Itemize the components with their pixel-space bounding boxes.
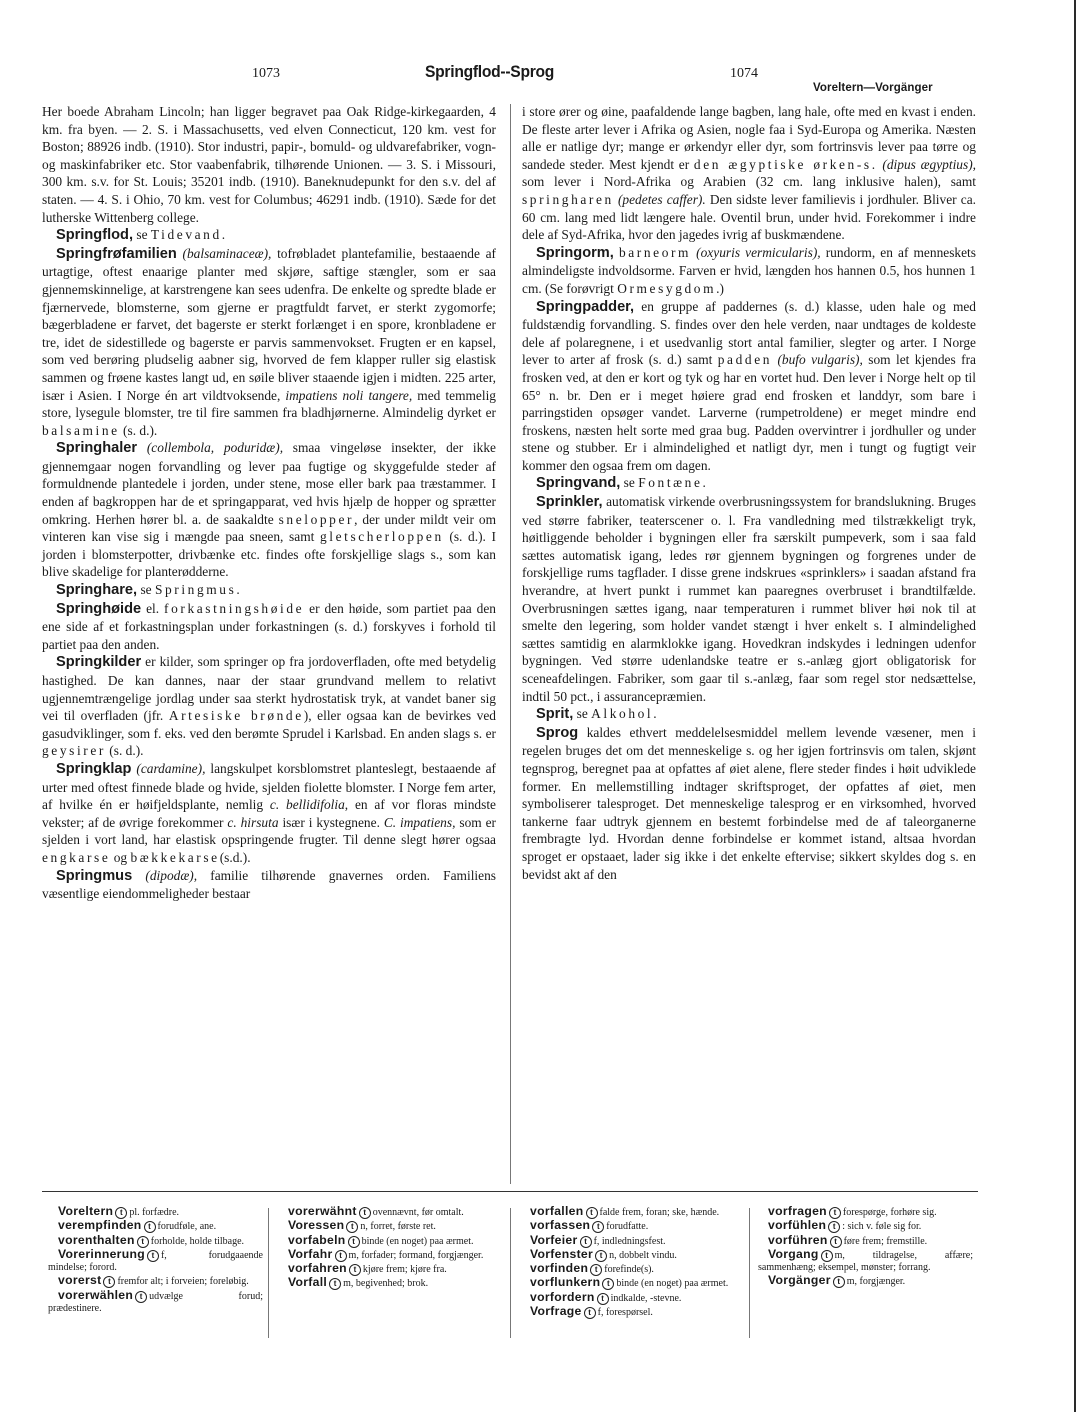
entry-springflod: Springflod, se Tidevand. <box>56 227 226 244</box>
entry-springvand: Springvand, se Fontæne. <box>536 475 706 492</box>
dictionary-entry: verempfinden t forudføle, ane. <box>58 1218 217 1233</box>
entry-springorm: Springorm, barneorm (oxyuris vermicularis), rundorm, en af menneskets almindeligste indvoldsorme. Farven er hvid, længden hos hannen 0.5, hos hunnen 1 cm. (Se forøvrigt Ormesygdom.) <box>522 244 976 296</box>
entry-springhare: Springhare, se Springmus. <box>56 582 240 599</box>
cross-reference: gletscherloppen <box>319 529 444 545</box>
entry-springklap: Springklap (cardamine), langskulpet korsblomstret planteslegt, bestaaende af urter med oftest finnede blade og hvide, sjelden fiolette blomster. I Norge fem arter, af hvilke én er høifjeldsplante, nemlig c. bellidifolia, en af vor floras mindste vekster; af de øvrige forekommer c. hirsuta især i kystegnene. C. impatiens, som er sjelden i vort land, har elastisk opspringende frugter. Til denne slegt hører ogsaa engkarse og bækkekarse(s.d.). <box>42 760 497 865</box>
latin-name: c. bellidifolia <box>269 797 345 813</box>
dictionary-entry: Vorfall t m, begivenhed; brok. <box>288 1275 429 1290</box>
german-language-marker-icon: t <box>830 1236 842 1248</box>
dictionary-column-4 <box>758 1205 973 1289</box>
headword: Springorm, <box>536 244 614 261</box>
entry-sprit: Sprit, se Alkohol. <box>536 706 657 723</box>
entry-springkilder: Springkilder er kilder, som springer op fra jordoverfladen, ofte med betydelig hastighed. De kan dannes, naar der staar grundvand mellem to relativt ugjennemtrængelige jordlag under saa sterkt hydrostatisk tryk, at vandet baner sig vei til overfladen (jfr. Artesiske brønde), eller ogsaa kan de bevirkes ved gasudviklinger, som f. eks. ved den berømte Sprudel i Karlsbad. En anden slags s. er geysirer (s. d.). <box>42 654 497 759</box>
german-language-marker-icon: t <box>821 1250 833 1262</box>
cross-reference: geysirer <box>42 743 106 759</box>
german-language-marker-icon: t <box>115 1207 127 1219</box>
headword: Sprinkler, <box>536 494 603 511</box>
headword: Springflod, <box>56 227 134 244</box>
left-text-column <box>42 103 496 903</box>
german-language-marker-icon: t <box>828 1221 840 1233</box>
dictionary-entry: vorfassen t forudfatte. <box>530 1218 649 1233</box>
dictionary-entry: Vorfenster t n, dobbelt vindu. <box>530 1246 677 1261</box>
entry-sprog: Sprog kaldes ethvert meddelelsesmiddel mellem levende væsener, men i regelen bruges det om det menneskelige s. og her igjen fortrinsvis om talen, skjønt tegnsprog, beregnet paa at opfattes af øiet alene, flere steder findes i høit udviklede former. En mellemstilling indtager skriftsproget, der opfattes af øiet, men symboliserer talesproget. Det menneskelige talesprog er en virksomhed, hvorved tankerne faar udtryk gjennem en bestemt forbindelse med de af taleorganerne frembragte lyd. Hvordan denne forbindelse er kommet istand, altsaa hvordan sproget er opstaaet, lader sig ikke i det enkelte eftervise; sikkert skyldes dog s. en bevidst akt af den <box>522 724 976 882</box>
german-language-marker-icon: t <box>359 1207 371 1219</box>
dictionary-column-divider <box>510 1208 511 1338</box>
latin-name: c. hirsuta <box>227 814 279 830</box>
german-language-marker-icon: t <box>597 1293 609 1305</box>
entry-springhoide: Springhøide el. forkastningshøide er den høide, som partiet paa den ene side af et forkastningsplan under forkastningen (s. d.) forskyves i forhold til partiet paa den anden. <box>42 600 496 652</box>
dictionary-entry: vorerwählen t udvælge forud; prædestinere. <box>48 1287 263 1315</box>
latin-name: C. impatiens, <box>383 814 456 830</box>
latin-name: (dipodæ), <box>145 867 198 883</box>
latin-name: (balsaminaceæ), <box>182 245 272 261</box>
german-language-marker-icon: t <box>135 1291 147 1303</box>
german-language-marker-icon: t <box>348 1236 360 1248</box>
dictionary-entry: vorfragen t forespørge, forhøre sig. <box>768 1204 937 1218</box>
headword: Springhøide <box>56 600 142 617</box>
german-language-marker-icon: t <box>137 1236 149 1248</box>
cross-reference: Ormesygdom <box>617 280 717 296</box>
page-edge-shadow <box>1074 0 1076 1412</box>
german-language-marker-icon: t <box>349 1264 361 1276</box>
headword: Sprit, <box>536 706 574 723</box>
german-language-marker-icon: t <box>103 1276 115 1288</box>
headword: Springvand, <box>536 475 621 492</box>
german-language-marker-icon: t <box>329 1278 341 1290</box>
entry-springhaler: Springhaler (collembola, poduridæ), smaa vingeløse insekter, der ikke gjennemgaar nogen forvandling og lever paa fugtige og skyggefulde steder af formuldnende plantedele i jorden, under stene, mose eller bark paa træstammer. I enden af bagkroppen har de et springapparat, ved hvis hjælp de hopper og sprætter omkring. Herhen hører bl. a. de saakaldte snelopper, der under mildt veir om vinteren kan vise sig i mængde paa sneen, samt gletscherloppen (s. d.). I jorden i blomsterpotter, drivbænke etc. findes ofte forskjellige slags s., som kan blive skadelige for planterødderne. <box>42 440 497 580</box>
cross-reference: Fontæne <box>638 475 703 491</box>
dictionary-entry: vorfordern t indkalde, -stevne. <box>530 1289 682 1304</box>
cross-reference: Tidevand <box>150 227 222 243</box>
cross-reference: forkastningshøide <box>164 600 305 616</box>
cross-reference: Artesiske brønde <box>168 708 304 724</box>
cross-reference: den ægyptiske ørken-s. <box>693 156 878 172</box>
dictionary-entry: vorerst t fremfor alt; i forveien; foreløbig. <box>58 1273 249 1288</box>
dictionary-entry: Vorgänger t m, forgjænger. <box>768 1273 906 1288</box>
dictionary-entry: vorfühlen t : sich v. føle sig for. <box>768 1218 922 1233</box>
cross-reference: engkarse <box>42 849 111 865</box>
headword: Springhare, <box>56 582 138 599</box>
german-language-marker-icon: t <box>592 1221 604 1233</box>
column-divider <box>510 104 511 1184</box>
latin-name: (bufo vulgaris), <box>772 352 863 368</box>
german-language-marker-icon: t <box>833 1276 845 1288</box>
cross-reference: Springmus <box>154 582 237 598</box>
german-language-marker-icon: t <box>580 1236 592 1248</box>
dictionary-entry: Vorgang t m, tildragelse, affære; sammenhæng; eksempel, mønster; forrang. <box>758 1246 973 1274</box>
german-language-marker-icon: t <box>147 1250 159 1262</box>
headword: Springhaler <box>56 440 138 457</box>
entry-springpadder: Springpadder, en gruppe af paddernes (s. d.) klasse, uden hale og med fuldstændig forvandling. S. findes over den hele verden, naar undtages de koldeste dele af polaregnene, i et usedvanlig stort antal familier, slegter og arter. I Norge lever to arter af frosk (s. d.) samt padden (bufo vulgaris), som let kjendes fra frosken ved, at den er kort og tyk og har en vortet hud. Den lever i Norge helt op til 65° n. br. Den er i meget høiere grad end frosken et landdyr, som bare i parringstiden opsøger vandet. Larverne (rumpetroldene) er meget mindre end froskens, næsten helt sorte med graa bug. Padden overvintrer i jordhuller og under stene og stubber. Er i almindelighed et natligt dyr, men i tungt og fugtigt veir kommer den ogsaa frem om dagen. <box>522 298 976 473</box>
german-language-marker-icon: t <box>584 1307 596 1319</box>
headword: Springkilder <box>56 654 142 671</box>
running-title: Springflod--Sprog <box>425 62 555 81</box>
german-language-marker-icon: t <box>595 1250 607 1262</box>
entry-continuation-springmus: i store ører og øine, paafaldende lange bagben, lang hale, ofte med en kvast i enden. De fleste arter lever i Afrika og Asien, nogle faa i Syd-Europa og Amerika. Næsten alle er natlige dyr; mange er ørkendyr eller dyr, som fortrinsvis lever paa tørre og sandede steder. Mest kjendt er den ægyptiske ørken-s. (dipus ægyptius), som lever i Nord-Afrika og Arabien (32 cm. lang inklusive halen), samt springharen (pedetes caffer). Den sidste lever familievis i jordhuler. Bliver ca. 60 cm. lang med lidt længere hale. Oventil brun, under hvid. Forekommer i indre dele af Syd-Afrika, hvor den jagedes ivrig af buskmændene. <box>522 104 977 243</box>
dictionary-entry: vorerwähnt t ovennævnt, før omtalt. <box>288 1204 464 1218</box>
german-language-marker-icon: t <box>335 1250 347 1262</box>
page-number-right: 1074 <box>730 66 758 81</box>
entry-continuation-springfield: Her boede Abraham Lincoln; han ligger begravet paa Oak Ridge-kirkegaarden, 4 km. fra byen. — 2. S. i Massachusetts, ved elven Connecticut, 120 km. vest for Boston; 88926 indb. (1910). Stor industri, papir-, bomuld- og uldvarefabriker, vogn- og maskinfabriker etc. Stor vaabenfabrik, tilhørende Unionen. — 3. S. i Missouri, 300 km. s.v. for St. Louis; 35201 indb. (1910). Baneknudepunkt for den s.v. del af staten. — 4. S. i Ohio, 70 km. vest for Columbus; 46291 indb. (1910). Sæde for det lutherske Wittenberg college. <box>42 104 496 225</box>
dictionary-entry: Voressen t n, forret, første ret. <box>288 1218 436 1233</box>
dictionary-entry: vorfallen t falde frem, foran; ske, hænde. <box>530 1204 720 1218</box>
cross-reference: padden <box>717 352 773 368</box>
german-language-marker-icon: t <box>829 1207 841 1219</box>
cross-reference: bækkekarse <box>130 849 220 865</box>
latin-name: (collembola, poduridæ), <box>146 440 284 456</box>
cross-reference: Alkohol <box>591 706 654 722</box>
dictionary-entry: Voreltern t pl. forfædre. <box>58 1204 180 1218</box>
dictionary-column-3 <box>520 1205 735 1319</box>
german-language-marker-icon: t <box>586 1207 598 1219</box>
latin-name: (cardamine), <box>136 760 206 776</box>
entry-springmus: Springmus (dipodæ), familie tilhørende gnavernes orden. Familiens væsentlige eiendommeligheder bestaar <box>42 867 496 902</box>
right-text-column <box>522 103 976 883</box>
dictionary-column-divider <box>268 1208 269 1338</box>
dictionary-entry: vorflunkern t binde (en noget) paa ærmet. <box>530 1275 729 1290</box>
cross-reference: balsamine <box>42 422 120 438</box>
latin-name: (oxyuris vermicularis), <box>691 244 821 260</box>
headword: Springpadder, <box>536 298 635 315</box>
latin-name: (pedetes caffer). <box>613 191 706 207</box>
german-language-marker-icon: t <box>590 1264 602 1276</box>
headword: Springfrøfamilien <box>56 245 177 262</box>
german-language-marker-icon: t <box>144 1221 156 1233</box>
footer-divider <box>42 1191 978 1192</box>
page-number-left: 1073 <box>252 66 280 81</box>
entry-springfrofamilien: Springfrøfamilien (balsaminaceæ), tofrøbladet plantefamilie, bestaaende af urtagtige, oftest enaarige planter med skjøre, saftige stængler, som er saa gjennemskinnelige, at karstrengene kan sees udenfra. De enkelte og spredte blade er fjærnervede, blomsterne, som gjerne er pragtfuldt farvet, er sterkt zygomorfe; bægerbladene er farvet, det bagerste er sterkt forlænget i en spore, kronbladene er tre, idet de sidestillede og bagerste er parvis sammenvokset. Frugten er en kapsel, som ved berøring pludselig aabner sig, hvorved de fem klapper ruller sig elastisk sammen og frøene kastes langt ud, en søile bliver staaende igjen i midten. 225 arter, især i Asien. I Norge én art vildtvoksende, impatiens noli tangere, med temmelig store, lysegule blomster, tre til fire sammen fra bladhjørnerne. Almindelig dyrket er balsamine (s. d.). <box>42 245 496 438</box>
cross-reference: springharen <box>522 191 614 207</box>
dictionary-column-divider <box>749 1208 750 1338</box>
dictionary-column-2 <box>278 1205 493 1291</box>
dictionary-column-1 <box>48 1205 263 1315</box>
dictionary-entry: Vorfahr t m, forfader; formand, forgjænger. <box>288 1246 484 1261</box>
latin-name: (dipus ægyptius), <box>877 156 977 172</box>
page-header <box>0 62 1080 102</box>
dictionary-entry: vorenthalten t forholde, holde tilbage. <box>58 1232 245 1247</box>
german-language-marker-icon: t <box>346 1221 358 1233</box>
dictionary-entry: vorfinden t forefinde(s). <box>530 1261 654 1276</box>
headword: Springmus <box>56 867 133 884</box>
dictionary-entry: Vorfrage t f, forespørsel. <box>530 1304 653 1319</box>
cross-reference: barneorm <box>618 244 692 260</box>
dictionary-entry: vorfahren t kjøre frem; kjøre fra. <box>288 1261 447 1276</box>
cross-reference: snelopper <box>278 511 355 527</box>
dictionary-entry: Vorerinnerung t f, forudgaaende mindelse; forord. <box>48 1246 263 1274</box>
dictionary-guide-words: Voreltern—Vorgänger <box>813 82 933 94</box>
dictionary-entry: vorfabeln t binde (en noget) paa ærmet. <box>288 1232 474 1247</box>
latin-name: impatiens noli tangere, <box>285 387 413 403</box>
entry-sprinkler: Sprinkler, automatisk virkende overbrusningssystem for brandslukning. Bruges ved større fabriker, teaterscener o. l. Fra vandledning med tilstrækkeligt tryk, høitliggende beholder i bygningen eller fra særskilt pumpeverk, som i saa fald sættes automatisk igang, ledes rør gjennem bygningen og forgrenes under de forskjellige rums tagflader. I disse grene indskrues «sprinklers» i saadan afstand fra hverandre, at hvert punkt i rummet kan paaregnes overbruset i brandtilfælde. Overbrusningen sættes igang, naar temperaturen i rummet bliver høi nok til at smelte den legering, som holder vandet stængt i hver enkelt s. I almindelighed sættes samtidig en alarmklokke igang. Hovedkran indskydes i ledningen udenfor bygningen. Ved større udenlandske teatre er s.-anlæg gjort obligatorisk for sceneafdelingen. Fabriker, som gaar til s.-anlæg, faar som regel stor nedsættelse, indtil 50 pct., i assurancepræmien. <box>522 494 976 704</box>
headword: Sprog <box>536 724 579 741</box>
dictionary-entry: Vorfeier t f, indledningsfest. <box>530 1232 666 1247</box>
dictionary-entry: vorführen t føre frem; fremstille. <box>768 1232 928 1247</box>
headword: Springklap <box>56 760 132 777</box>
german-language-marker-icon: t <box>602 1278 614 1290</box>
